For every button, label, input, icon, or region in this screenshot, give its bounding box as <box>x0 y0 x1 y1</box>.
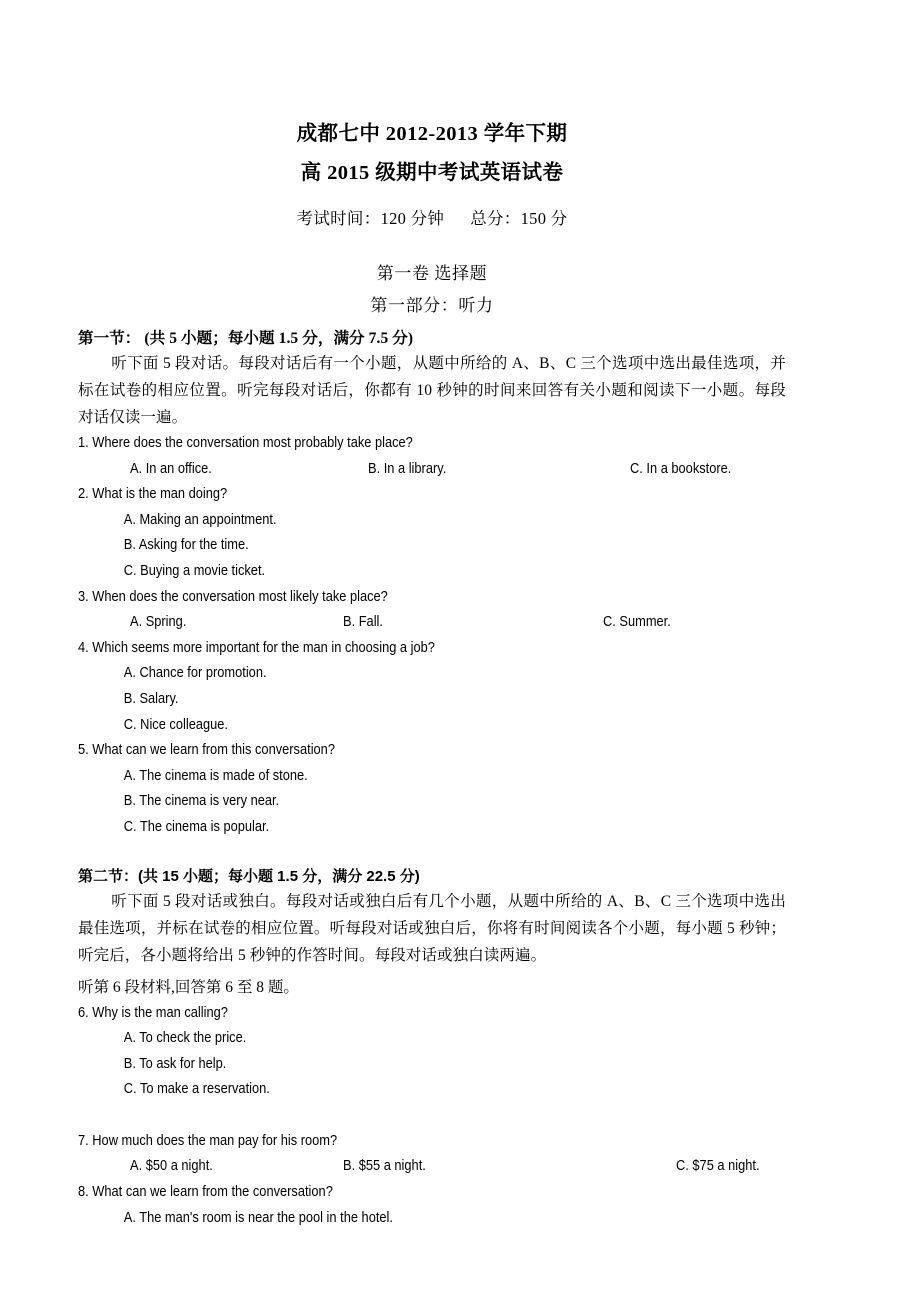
question-stem-8: 8. What can we learn from the conversation? <box>78 1184 333 1201</box>
option-block-5 <box>78 764 786 841</box>
option-5-c[interactable]: C. The cinema is popular. <box>123 818 270 835</box>
exam-meta <box>78 205 786 229</box>
option-block-6 <box>78 1026 786 1103</box>
question-stem-1: 1. Where does the conversation most probably take place? <box>78 435 413 451</box>
option-5-a[interactable]: A. The cinema is made of stone. <box>123 767 308 784</box>
page-title-line1: 成都七中 2012-2013 学年下期 <box>296 123 568 145</box>
option-6-a[interactable]: A. To check the price. <box>123 1030 247 1047</box>
exam-time-label: 考试时间：120 分钟 <box>296 209 445 228</box>
option-4-a[interactable]: A. Chance for promotion. <box>123 665 267 682</box>
option-3-c[interactable]: C. Summer. <box>603 614 671 631</box>
option-8-a[interactable]: A. The man's room is near the pool in the hotel. <box>123 1209 393 1226</box>
option-1-c[interactable]: C. In a bookstore. <box>630 460 732 477</box>
question-stem-3: 3. When does the conversation most likely take place? <box>78 588 388 605</box>
question-stem-7: 7. How much does the man pay for his room? <box>78 1132 338 1149</box>
option-3-b[interactable]: B. Fall. <box>343 614 383 631</box>
option-6-b[interactable]: B. To ask for help. <box>123 1055 227 1072</box>
question-gap <box>78 1103 786 1129</box>
option-row-3 <box>78 610 786 636</box>
question-stem-4: 4. Which seems more important for the man in choosing a job? <box>78 639 435 656</box>
section-two-header: 第二节：(共 15 小题；每小题 1.5 分，满分 22.5 分) <box>78 867 420 885</box>
option-block-2 <box>78 508 786 585</box>
section-one-instruction-text: 听下面 5 段对话。每段对话后有一个小题，从题中所给的 A、B、C 三个选项中选出最佳选项，并标在试卷的相应位置。听完每段对话后，你都有 10 秒钟的时间来回答有关小题和阅读下一小题。每段对话仅读一遍。 <box>78 355 786 426</box>
option-7-b[interactable]: B. $55 a night. <box>343 1158 426 1175</box>
question-stem-5: 5. What can we learn from this conversation? <box>78 742 335 759</box>
total-score-label: 总分：150 分 <box>470 209 568 228</box>
option-block-8 <box>78 1206 786 1232</box>
section-one-header: 第一节： (共 5 小题；每小题 1.5 分，满分 7.5 分) <box>78 330 414 347</box>
question-stem-2: 2. What is the man doing? <box>78 486 228 503</box>
page-content <box>78 0 786 1231</box>
question-stem-6: 6. Why is the man calling? <box>78 1004 228 1021</box>
option-4-b[interactable]: B. Salary. <box>123 690 179 707</box>
option-5-b[interactable]: B. The cinema is very near. <box>123 793 280 810</box>
section-two-instruction <box>78 888 786 969</box>
option-4-c[interactable]: C. Nice colleague. <box>123 716 228 733</box>
option-7-c[interactable]: C. $75 a night. <box>676 1158 760 1175</box>
option-7-a[interactable]: A. $50 a night. <box>130 1158 213 1175</box>
option-row-1 <box>78 457 786 483</box>
option-block-4 <box>78 661 786 738</box>
option-3-a[interactable]: A. Spring. <box>130 614 187 631</box>
section-two-instruction-text: 听下面 5 段对话或独白。每段对话或独白后有几个小题，从题中所给的 A、B、C 三个选项中选出最佳选项，并标在试卷的相应位置。听每段对话或独白后，你将有时间阅读各个小题，每小题 5 秒钟；听完后，各小题将给出 5 秒钟的作答时间。每段对话或独白读两遍。 <box>78 892 786 964</box>
section-one-instruction <box>78 350 786 431</box>
option-2-a[interactable]: A. Making an appointment. <box>123 511 277 528</box>
option-6-c[interactable]: C. To make a reservation. <box>123 1081 270 1098</box>
option-2-b[interactable]: B. Asking for the time. <box>123 537 249 554</box>
option-row-7 <box>78 1154 786 1180</box>
page-title-line2: 高 2015 级期中考试英语试卷 <box>300 161 564 184</box>
part-title: 第一部分：听力 <box>370 296 494 315</box>
option-1-b[interactable]: B. In a library. <box>368 460 447 477</box>
option-2-c[interactable]: C. Buying a movie ticket. <box>123 562 266 579</box>
option-1-a[interactable]: A. In an office. <box>130 460 212 477</box>
material-line-6: 听第 6 段材料,回答第 6 至 8 题。 <box>78 978 299 996</box>
volume-title: 第一卷 选择题 <box>376 264 488 283</box>
